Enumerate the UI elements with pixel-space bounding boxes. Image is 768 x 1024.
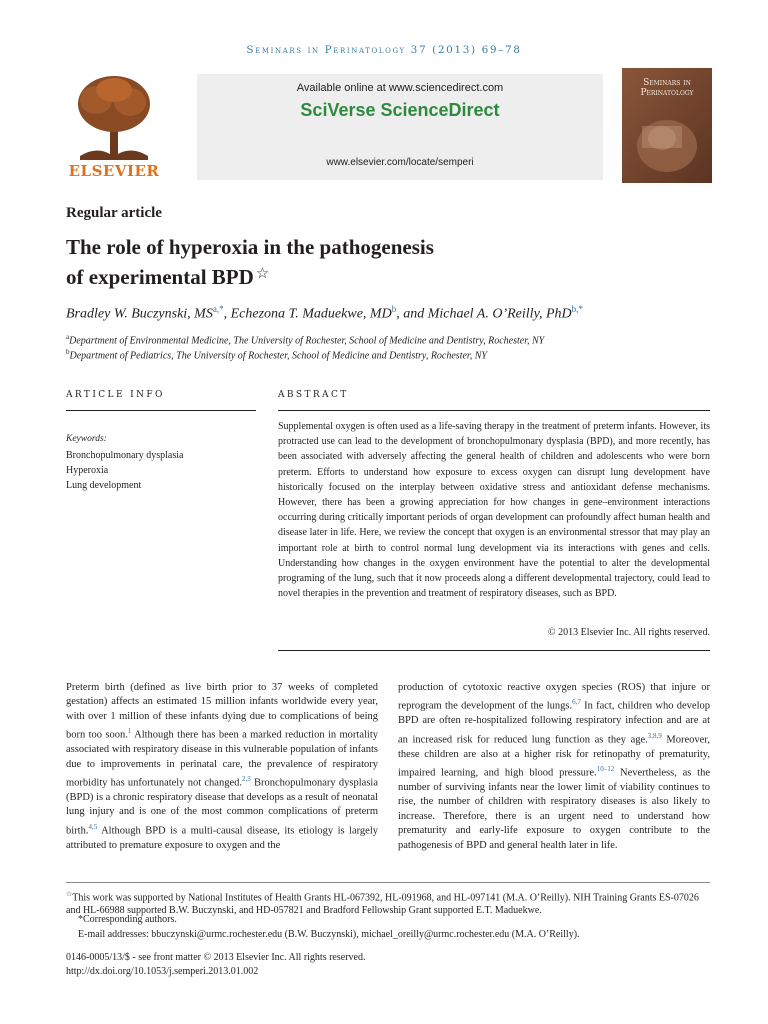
title-footnote-star-icon[interactable]: ☆ — [255, 266, 270, 282]
affiliation-a: $^a$Department of Environmental Medicine, The University of Rochester, School of Medicine and Dentistry, Rochester, NY — [66, 333, 545, 347]
cover-title-line-1: Seminars in — [643, 78, 691, 88]
abstract-rule — [278, 410, 710, 411]
title-line-1: The role of hyperoxia in the pathogenesis — [66, 235, 434, 259]
affiliation-b: $^b$Department of Pediatrics, The University of Rochester, School of Medicine and Dentistry, Rochester, NY — [66, 348, 487, 362]
cover-title-line-2: Perinatology — [640, 88, 694, 98]
article-type: Regular article — [66, 205, 162, 221]
corresponding-authors-note: *Corresponding authors. — [78, 914, 177, 925]
author-1-affiliation-link[interactable]: a,* — [212, 304, 224, 314]
citation-link[interactable]: 2,3 — [242, 774, 251, 783]
journal-homepage-link[interactable]: www.elsevier.com/locate/semperi — [326, 157, 474, 168]
funding-footnote: ☆This work was supported by National Institutes of Health Grants HL-067392, HL-091968, and HL-097141 (M.A. O’Reilly). NIH Training Grants ES-07026 and HL-66988 supported B.W. Buczynski, and HD-057821 and Bradford Fellowship Grant supported E.T. Maduekwe. — [66, 890, 699, 917]
author-list — [66, 304, 726, 323]
journal-cover-image — [622, 68, 712, 183]
abstract-text: Supplemental oxygen is often used as a life-saving therapy in the treatment of preterm infants. However, its protracted use can lead to the development of bronchopulmonary dysplasia (BPD), and more recently, has been associated with adversely affecting the general health of children and adolescents who were born preterm. Efforts to understand how exposure to excess oxygen can disrupt lung development have historically focused on the interplay between oxidative stress and antioxidant defense mechanisms. However, there has been a growing appreciation for how changes in gene–environment interactions occurring during critically important periods of organ development can profoundly affect human health and disease later in life. Here, we review the concept that oxygen is an environmental stressor that may play an important role at birth to control normal lung development via its interactions with genes and cells. Understanding how changes in the oxygen environment have the potential to alter the developmental programing of the lung, such that it now proceeds along a different developmental trajectory, could lead to novel therapies in the prevention and treatment of respiratory diseases, such as BPD. — [278, 421, 710, 600]
author-3: , and Michael A. O’Reilly, PhD — [396, 306, 572, 322]
footnote-star-icon: ☆ — [66, 890, 73, 898]
author-2: , Echezona T. Maduekwe, MD — [223, 306, 392, 322]
author-3-affiliation-link[interactable]: b,* — [571, 304, 583, 314]
article-title — [66, 234, 706, 291]
title-line-2: of experimental BPD — [66, 265, 254, 289]
abstract-bottom-rule — [278, 650, 710, 651]
citation-link[interactable]: 1 — [127, 727, 132, 736]
doi-link[interactable]: http://dx.doi.org/10.1053/j.semperi.2013.01.002 — [66, 966, 259, 977]
elsevier-logo — [66, 72, 162, 182]
keywords-label: Keywords: — [66, 434, 107, 444]
intro-paragraph-continued: production of cytotoxic reactive oxygen species (ROS) that injure or reprogram the development of the lungs.$^{6,7}$ In fact, children who develop BPD are often re-hospitalized following respiratory infection and are at an increased risk for reduced lung function as they age.$^{3,8,9}$ Moreover, these children are also at a higher risk for retinopathy of prematurity, impaired learning, and high blood pressure.$^{10-12}$ Nevertheless, as the number of surviving infants near the lower limit of viability continues to rise, the number of children with respiratory diseases is also likely to increase. Therefore, there is an urgent need to understand how prematurity and early-life exposure to oxygen contribute to the pathogenesis of BPD and general health later in life. — [398, 682, 710, 851]
body-column-left — [66, 681, 378, 853]
email-addresses[interactable]: E-mail addresses: bbuczynski@urmc.rochester.edu (B.W. Buczynski), michael_oreilly@urmc.rochester.edu (M.A. O’Reilly). — [78, 929, 580, 940]
citation-link[interactable]: 4,5 — [88, 822, 98, 831]
journal-citation-header: Seminars in Perinatology 37 (2013) 69–78 — [246, 44, 522, 56]
citation-link[interactable]: 6,7 — [572, 698, 581, 707]
abstract-copyright: © 2013 Elsevier Inc. All rights reserved. — [547, 627, 710, 638]
body-column-right — [398, 681, 710, 853]
sciverse-sciencedirect-logo[interactable]: SciVerse ScienceDirect — [300, 100, 500, 120]
footnote-rule — [66, 882, 710, 883]
article-info-heading: ARTICLE INFO — [66, 390, 165, 400]
keyword-item: Hyperoxia — [66, 465, 109, 476]
citation-link[interactable]: 3,8,9 — [647, 731, 662, 740]
abstract-heading: ABSTRACT — [278, 390, 349, 400]
citation-link[interactable]: 10–12 — [596, 765, 615, 774]
keyword-item: Lung development — [66, 480, 142, 491]
article-info-rule — [66, 410, 256, 411]
keyword-item: Bronchopulmonary dysplasia — [66, 450, 184, 461]
author-2-affiliation-link[interactable]: b — [391, 304, 397, 314]
issn-front-matter: 0146-0005/13/$ - see front matter © 2013 Elsevier Inc. All rights reserved. — [66, 952, 366, 963]
keywords-list — [66, 448, 183, 493]
available-online-text[interactable]: Available online at www.sciencedirect.com — [296, 82, 504, 94]
publisher-name: ELSEVIER — [68, 162, 160, 180]
author-1: Bradley W. Buczynski, MS — [66, 306, 213, 322]
intro-paragraph: Preterm birth (defined as live birth prior to 37 weeks of completed gestation) affects an estimated 15 million infants worldwide every year, with over 1 million of these infants dying due to complications of being born too soon.$^1$ Although there has been a marked reduction in mortality associated with respiratory disease in this vulnerable population of infants due to improvements in perinatal care, the prevalence of respiratory morbidity has unfortunately not changed.$^{2,3}$ Bronchopulmonary dysplasia (BPD) is a chronic respiratory disease that develops as a result of neonatal lung injury and is one of the most common complications of preterm birth.$^{4,5}$ Although BPD is a multi-causal disease, its etiology is largely attributed to premature exposure to oxygen and the — [66, 682, 378, 851]
